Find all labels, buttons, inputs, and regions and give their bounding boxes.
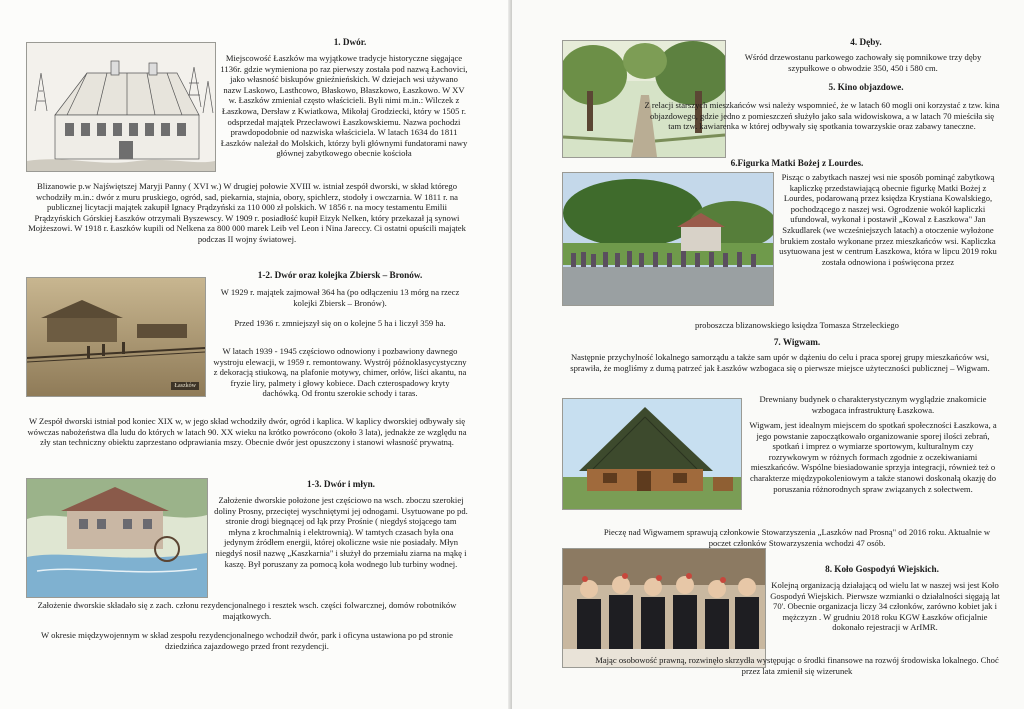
section-1-paragraph: Miejscowość Łaszków ma wyjątkowe tradycje historyczne sięgające 1136r. gdzie wymieniona po raz pierwszy została pod nazwą Łachovici, jako własność biskupów gnieźnieńskich. W dziejach wsi używano nazw Laskowo, Lasthcowo, Błaskowo, Błaszkowo, Łaszkowo. W XV w. Łaszków zmieniał często właścicieli. Byli nimi m.in.: Wilczek z Łaszkowa, Dersław z Kwiatkowa, Mikołaj Grodziecki, który w 1505 r. odsprzedał majątek Przecławowi Łaszkowskiemu. Nazwa pochodzi prawdopodobnie od nazwiska właściciela. W latach 1634 do 1811 Łaszków należał do Molskich, którzy byli głównymi fundatorami nawy głównej zabytkowego obecnie kościoła — [220, 53, 468, 159]
mill-painting-image — [26, 478, 208, 598]
section-6-title: 6.Figurka Matki Bożej z Lourdes. — [730, 158, 864, 168]
photo-caption-tag: Łaszków — [171, 382, 199, 390]
section-3-paragraph-2: Założenie dworskie składało się z zach. członu rezydencjonalnego i resztek wsch. części folwarcznej, domów robotników majątkowych. — [37, 600, 457, 621]
section-2-paragraph-4: W Zespół dworski istniał pod koniec XIX w, w jego skład wchodziły dwór, ogród i kaplica. W kaplicy dworskiej odbywały się wówczas nabożeństwa dla ludu do których w latach 90. XX wieku na krótko powrócono (około 3 lata), jednakże ze względu na zły stan techniczny obiektu zaprzestano odprawiania mszy. Obecnie dwór jest opuszczony i stanowi własność prywatną. — [27, 416, 467, 448]
section-7-paragraph-1: Następnie przychylność lokalnego samorządu a także sam upór w dążeniu do celu i praca sporej grupy mieszkańców wsi, sprawiła, że mogliśmy z dumą patrzeć jak Łaszków wzbogaca się o pierwsze miejsce użyteczności publicznej – Wigwam. — [570, 352, 990, 373]
section-2-paragraph-2: Przed 1936 r. zmniejszył się on o kolejne 5 ha i liczył 359 ha. — [234, 318, 446, 328]
section-6-paragraph-continued: proboszcza blizanowskiego księdza Tomasza Strzeleckiego — [695, 320, 899, 330]
wigwam-photo — [562, 398, 742, 510]
section-1-title: 1. Dwór. — [333, 37, 367, 47]
section-2-title: 1-2. Dwór oraz kolejka Zbiersk – Bronów. — [257, 270, 423, 280]
right-page — [512, 0, 1024, 709]
section-1-paragraph-continued: Blizanowie p.w Najświętszej Maryji Panny ( XVI w.) W drugiej połowie XVIII w. istniał zespół dworski, w skład którego wchodziły m.in.: dwór z muru pruskiego, ogród, sad, piekarnia, stajnia, obory, spichlerz, stodoły i owczarnia. W 1811 r. na publicznej licytacji majątek zakupił Ignacy Prądzyński za 110 000 zł polskich. W 1856 r. na mocy testamentu Emilii Prądzyńskich Górskiej Łaszków otrzymali Byszewscy. W 1909 r. posiadłość kupił Eizyk Nelken, który przekazał ją synowi Mojżeszowi. W 1918 r. Łaszków kupili od Nelkena za 800 000 marek Leib vel Leon i Nina Jareccy. Ci ostatni opuścili majątek podczas II wojny światowej. — [28, 181, 466, 244]
section-2-paragraph-1: W 1929 r. majątek zajmował 364 ha (po odłączeniu 13 mórg na rzecz kolejki Zbiersk – Bronów). — [220, 287, 460, 308]
oak-trees-painting — [562, 40, 726, 158]
section-8-paragraph-2: Mając osobowość prawną, rozwinęło skrzydła występując o środki finansowe na rozwój środowiska lokalnego. Choć przez lata zmienił się wizerunek — [595, 655, 999, 676]
section-7-paragraph-3: Wigwam, jest idealnym miejscem do spotkań społeczności Łaszkowa, a jego powstanie zapoczątkowało organizowanie sporej ilości zebrań, spotkań i imprez o wymiarze sportowym, kulturalnym czy rozrywkowym w różnych formach zgodnie z oczekiwaniami mieszkańców. Wspólne biesiadowanie sprzyja integracji, również też o charakterze międzypokoleniowym a także stanowi doskonałą okazję do poruszania różnorodnych spraw związanych z sołectwem. — [749, 420, 997, 494]
section-7-paragraph-2: Drewniany budynek o charakterystycznym wyglądzie znakomicie wzbogaca infrastrukturę Łaszkowa. — [759, 394, 987, 415]
section-4-paragraph: Wśród drzewostanu parkowego zachowały się pomnikowe trzy dęby szypułkowe o obwodzie 350, 450 i 580 cm. — [744, 52, 982, 73]
rural-women-club-photo — [562, 548, 766, 668]
section-3-paragraph-3: W okresie międzywojennym w skład zespołu rezydencjonalnego wchodził dwór, park i oficyna ustawiona po pd stronie dziedzińca zajazdowego przed front rezydencji. — [41, 630, 453, 651]
section-4-title: 4. Dęby. — [850, 37, 882, 47]
section-5-title: 5. Kino objazdowe. — [828, 82, 904, 92]
section-5-paragraph: Z relacji starszych mieszkańców wsi należy wspomnieć, że w latach 60 mogli oni korzystać z tzw. kina objazdowego, gdzie jedno z pomieszczeń służyło jako sala widowiskowa, a w latach 70 mieściła się tam tzw. kawiarenka w której odbywały się spotkania towarzyskie oraz zabawy taneczne. — [644, 100, 1000, 132]
section-7-paragraph-4: Pieczę nad Wigwamem sprawują członkowie Stowarzyszenia „Laszków nad Prosną" od 2016 roku. Aktualnie w poczet członków Stowarzyszenia wchodzi 47 osób. — [603, 527, 991, 548]
section-8-paragraph-1: Kolejną organizacją działającą od wielu lat w naszej wsi jest Koło Gospodyń Wiejskich. Pierwsze wzmianki o działalności sięgają lat 70'. Obecnie organizacja liczy 34 członków, zarówno kobiet jak i mężczyzn . W grudniu 2018 roku KGW Łaszków oficjalnie dokonało rejestracji w ArIMR. — [770, 580, 1000, 633]
section-6-paragraph: Pisząc o zabytkach naszej wsi nie sposób pominąć zabytkową kapliczkę przedstawiającą obecnie figurkę Matki Bożej z Lourdes, podarowaną przez księdza Krystiana Kowalskiego, pochodzącego z naszej wsi. Ogrodzenie wokół kapliczki ufundował, wykonał i postawił „Kowal z Łaszkowa" Jan Szkudlarek (we wcześniejszych latach) a otoczenie wyłożone brukiem zostało wykonane przez mieszkańców wsi. Kapliczka usytuowana jest w centrum Łaszkowa, która w lipcu 2019 roku została odnowiona i poświęcona przez — [779, 172, 997, 267]
manor-drawing-image — [26, 42, 216, 172]
section-3-title: 1-3. Dwór i młyn. — [307, 479, 375, 489]
section-8-title: 8. Koło Gospodyń Wiejskich. — [825, 564, 939, 574]
section-7-title: 7. Wigwam. — [773, 337, 821, 347]
chapel-gathering-photo — [562, 172, 774, 306]
section-3-paragraph-1: Założenie dworskie położone jest częściowo na wsch. zboczu szerokiej doliny Prosny, przeciętej wyschniętymi jej odnogami. Usytuowane po pd. stronie drogi biegnącej od łąk przy Prośnie ( niegdyś stojącego tam młyna z krochmalnią i elektrownią). W tamtych czasach była ona jedynym źródłem energii, której okoliczne wsie nie posiadały. Młyn niegdyś nosił nazwę „Kaszkarnia" i służył do przemiału ziarna na mąkę i kaszę. Był poruszany za pomocą koła wodnego lub turbiny wodnej. — [214, 495, 468, 569]
section-2-paragraph-3: W latach 1939 - 1945 częściowo odnowiony i pozbawiony dawnego wystroju elewacji, w 1959 r. remontowany. Wystrój późnoklasycystyczny z dekoracją stiukową, na plafonie motywy, chimer, orłów, liści akantu, na fryzie liry, palmety i głowy kobiece. Dach czterospadowy kryty dachówką. Od frontu szerokie schody i taras. — [213, 346, 467, 399]
manor-railway-photo — [26, 277, 206, 397]
